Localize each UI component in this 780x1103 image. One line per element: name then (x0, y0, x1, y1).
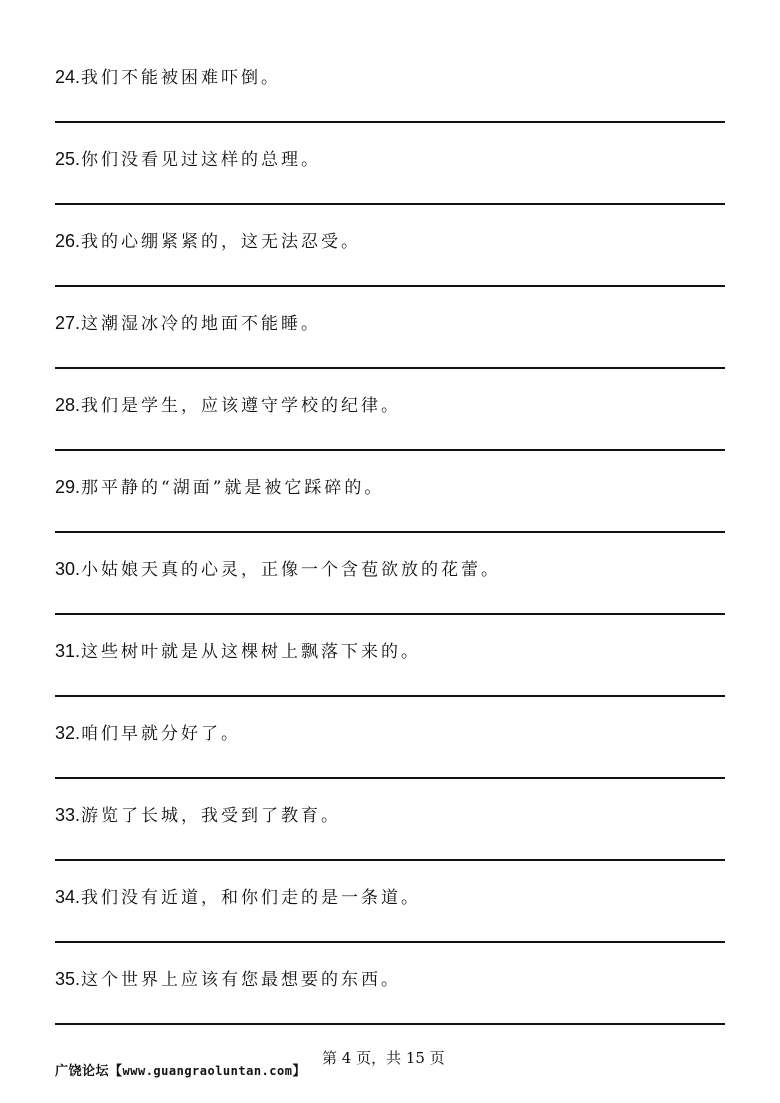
question-text: 我们没有近道，和你们走的是一条道。 (81, 888, 422, 908)
question-number: 32. (55, 723, 81, 743)
answer-line[interactable] (55, 531, 725, 533)
question-text: 咱们早就分好了。 (81, 724, 242, 744)
question-text: 小姑娘天真的心灵，正像一个含苞欲放的花蕾。 (81, 560, 502, 580)
question-32 (55, 722, 725, 804)
question-text: 那平静的“湖面”就是被它踩碎的。 (81, 478, 385, 498)
question-number: 28. (55, 395, 81, 415)
answer-line[interactable] (55, 941, 725, 943)
question-27 (55, 312, 725, 394)
question-25 (55, 148, 725, 230)
question-number: 35. (55, 969, 81, 989)
answer-line[interactable] (55, 859, 725, 861)
question-text: 这个世界上应该有您最想要的东西。 (81, 970, 402, 990)
question-31 (55, 640, 725, 722)
question-26 (55, 230, 725, 312)
answer-line[interactable] (55, 367, 725, 369)
question-number: 30. (55, 559, 81, 579)
question-text: 游览了长城，我受到了教育。 (81, 806, 342, 826)
question-number: 33. (55, 805, 81, 825)
question-number: 34. (55, 887, 81, 907)
footer-site-close: 】 (292, 1064, 306, 1079)
question-number: 26. (55, 231, 81, 251)
question-34 (55, 886, 725, 968)
question-number: 27. (55, 313, 81, 333)
question-text: 我们是学生，应该遵守学校的纪律。 (81, 396, 402, 416)
answer-line[interactable] (55, 695, 725, 697)
page-number: 第 4 页，共 15 页 (322, 1049, 445, 1067)
question-text: 我的心绷紧紧的，这无法忍受。 (81, 232, 362, 252)
answer-line[interactable] (55, 449, 725, 451)
question-29 (55, 476, 725, 558)
question-text: 我们不能被困难吓倒。 (81, 68, 282, 88)
question-35 (55, 968, 725, 1050)
footer-site-name: 广饶论坛【 (55, 1064, 123, 1079)
answer-line[interactable] (55, 203, 725, 205)
question-30 (55, 558, 725, 640)
question-number: 24. (55, 67, 81, 87)
footer-site-credit (55, 1060, 306, 1079)
question-text: 这潮湿冰冷的地面不能睡。 (81, 314, 322, 334)
answer-line[interactable] (55, 121, 725, 123)
question-24 (55, 66, 725, 148)
question-text: 这些树叶就是从这棵树上飘落下来的。 (81, 642, 422, 662)
answer-line[interactable] (55, 613, 725, 615)
question-number: 25. (55, 149, 81, 169)
answer-line[interactable] (55, 777, 725, 779)
question-number: 29. (55, 477, 81, 497)
question-text: 你们没看见过这样的总理。 (81, 150, 322, 170)
footer-site-url[interactable]: www.guangraoluntan.com (122, 1064, 293, 1078)
answer-line[interactable] (55, 285, 725, 287)
question-28 (55, 394, 725, 476)
question-33 (55, 804, 725, 886)
question-number: 31. (55, 641, 81, 661)
answer-line[interactable] (55, 1023, 725, 1025)
